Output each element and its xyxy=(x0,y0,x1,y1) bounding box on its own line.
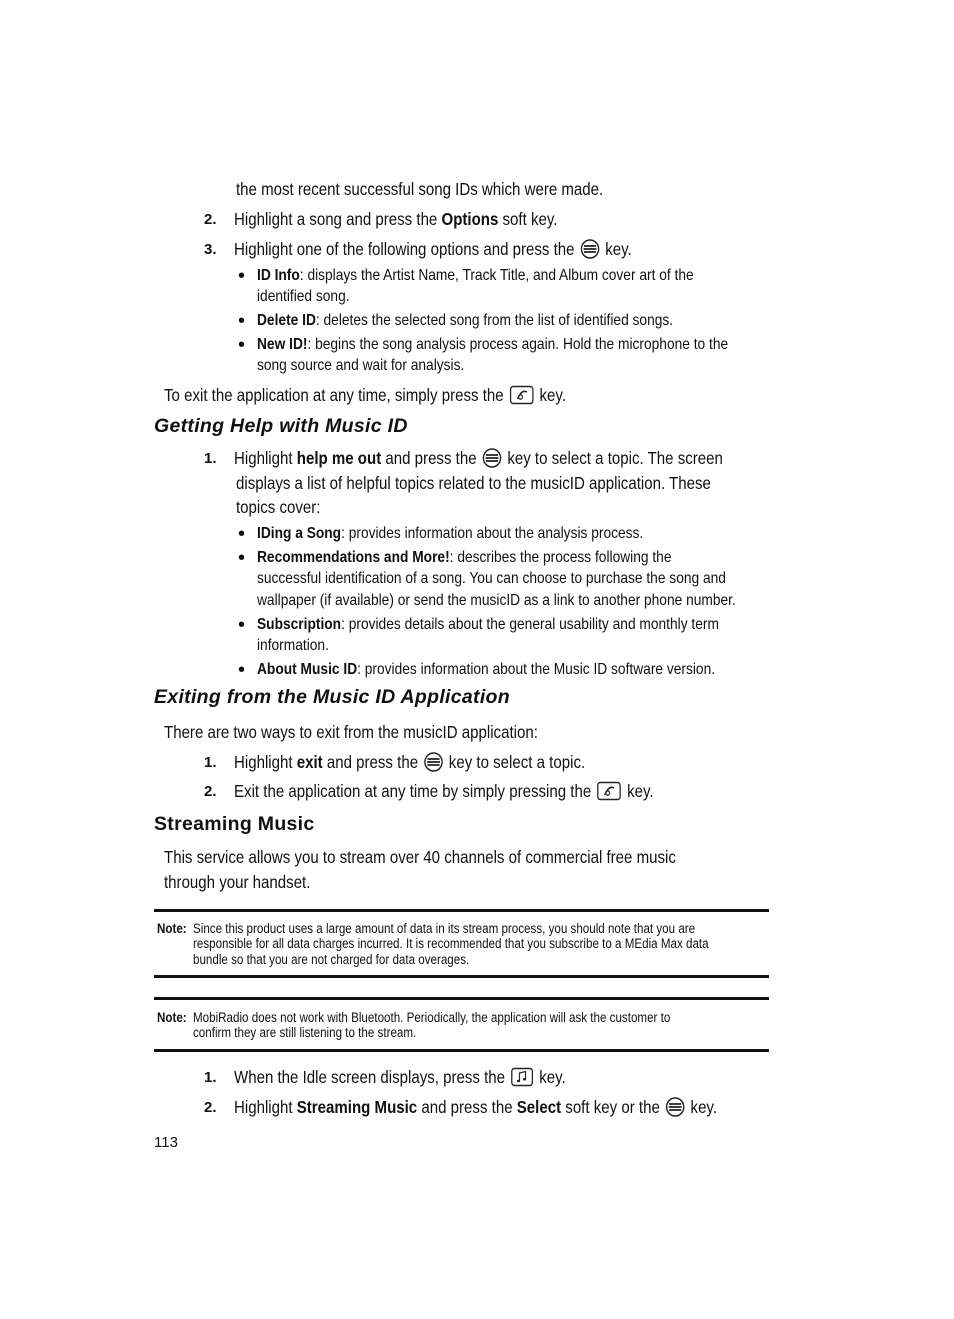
bullet-id-info: ID Info: displays the Artist Name, Track Title, and Album cover art of the xyxy=(257,267,694,284)
step-number: 1. xyxy=(204,450,217,467)
help-step-text: Highlight help me out and press the key to select a topic. The screen xyxy=(234,448,723,468)
music-key-icon xyxy=(511,1067,533,1087)
note-bottom-rule xyxy=(154,1049,769,1052)
section-heading-exiting: Exiting from the Music ID Application xyxy=(154,686,510,708)
note1-line2: responsible for all data charges incurred. It is recommended that you subscribe to a MEdia Max data xyxy=(193,936,709,951)
bullet-id-info-cont: identified song. xyxy=(257,288,350,305)
end-key-icon xyxy=(597,781,621,801)
stream-step1-text: When the Idle screen displays, press the key. xyxy=(234,1067,566,1087)
step-number: 1. xyxy=(204,754,217,771)
menu-ok-key-icon xyxy=(482,448,501,468)
step-number: 1. xyxy=(204,1069,217,1086)
section-heading-streaming-music: Streaming Music xyxy=(154,813,315,835)
help-step-text-line3: topics cover: xyxy=(236,497,321,517)
stream-intro-line1: This service allows you to stream over 40 channels of commercial free music xyxy=(164,847,676,867)
bullet-recommendations-cont: successful identification of a song. You can choose to purchase the song and xyxy=(257,570,726,587)
note1-line1: Since this product uses a large amount of data in its stream process, you should note that you are xyxy=(193,921,696,936)
stream-step2-text: Highlight Streaming Music and press the Select soft key or the key. xyxy=(234,1097,718,1117)
menu-ok-key-icon xyxy=(424,752,443,772)
exit-app-text: To exit the application at any time, simply press the key. xyxy=(164,385,567,405)
bullet-about-music-id: About Music ID: provides information about the Music ID software version. xyxy=(257,661,716,678)
bullet: • xyxy=(238,523,246,545)
note2-line1: MobiRadio does not work with Bluetooth. Periodically, the application will ask the customer to xyxy=(193,1010,671,1025)
step-number: 3. xyxy=(204,241,217,258)
intro-tail-text: the most recent successful song IDs which were made. xyxy=(236,179,604,199)
exit-intro-text: There are two ways to exit from the musicID application: xyxy=(164,722,538,742)
bullet: • xyxy=(238,547,246,569)
menu-ok-key-icon xyxy=(580,239,599,259)
note-label: Note: xyxy=(157,921,187,936)
bullet: • xyxy=(238,614,246,636)
bullet-iding-song: IDing a Song: provides information about the analysis process. xyxy=(257,525,644,542)
step-options-text: Highlight a song and press the Options soft key. xyxy=(234,209,558,229)
exit-step2-text: Exit the application at any time by simply pressing the key. xyxy=(234,781,654,801)
bullet-recommendations: Recommendations and More!: describes the process following the xyxy=(257,549,672,566)
end-key-icon xyxy=(510,385,534,405)
step-number: 2. xyxy=(204,783,217,800)
bullet-delete-id: Delete ID: deletes the selected song from the list of identified songs. xyxy=(257,312,674,329)
bullet-recommendations-cont2: wallpaper (if available) or send the musicID as a link to another phone number. xyxy=(257,592,736,609)
menu-ok-key-icon xyxy=(666,1097,685,1117)
bullet: • xyxy=(238,310,246,332)
bullet-subscription-cont: information. xyxy=(257,637,329,654)
bullet: • xyxy=(238,265,246,287)
bullet-new-id-cont: song source and wait for analysis. xyxy=(257,357,465,374)
help-step-text-line2: displays a list of helpful topics related to the musicID application. These xyxy=(236,473,711,493)
note-bottom-rule xyxy=(154,975,769,978)
note-top-rule xyxy=(154,909,769,912)
bullet: • xyxy=(238,659,246,681)
step-highlight-option-text: Highlight one of the following options and press the key. xyxy=(234,239,632,259)
exit-step1-text: Highlight exit and press the key to select a topic. xyxy=(234,752,586,772)
note-label: Note: xyxy=(157,1010,187,1025)
bullet-subscription: Subscription: provides details about the general usability and monthly term xyxy=(257,616,719,633)
step-number: 2. xyxy=(204,1099,217,1116)
note2-line2: confirm they are still listening to the stream. xyxy=(193,1025,417,1040)
note1-line3: bundle so that you are not charged for data overages. xyxy=(193,952,470,967)
section-heading-getting-help: Getting Help with Music ID xyxy=(154,415,408,437)
bullet: • xyxy=(238,334,246,356)
bullet-new-id: New ID!: begins the song analysis process again. Hold the microphone to the xyxy=(257,336,729,353)
note-top-rule xyxy=(154,997,769,1000)
stream-intro-line2: through your handset. xyxy=(164,872,311,892)
step-number: 2. xyxy=(204,211,217,228)
page-number: 113 xyxy=(154,1134,178,1151)
